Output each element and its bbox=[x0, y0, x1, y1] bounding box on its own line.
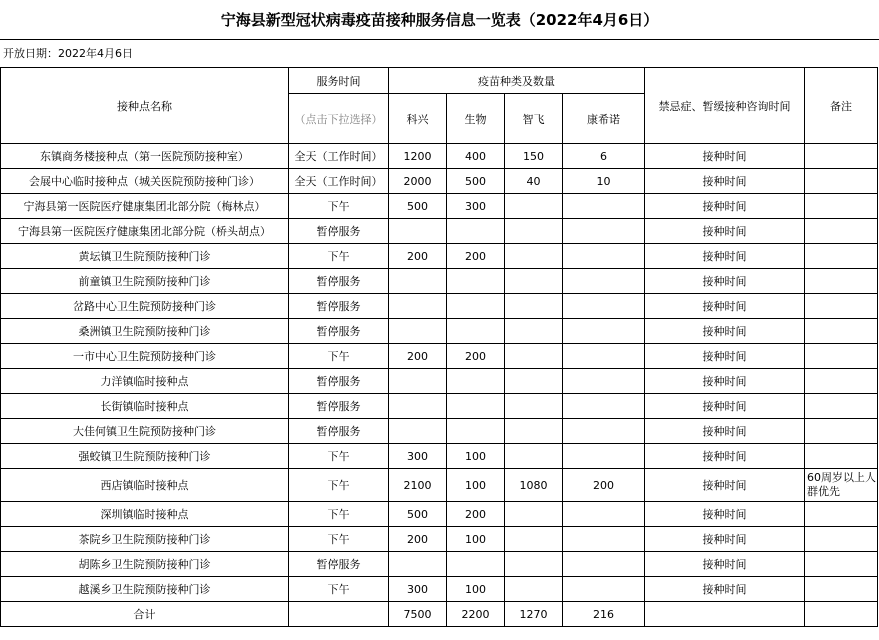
shengwu-count: 100 bbox=[447, 469, 505, 502]
total-kexing: 7500 bbox=[389, 602, 447, 627]
header-service-time: 服务时间 bbox=[289, 68, 389, 94]
table-row bbox=[1, 444, 878, 469]
kangxinuo-count: 6 bbox=[563, 144, 645, 169]
service-time-select[interactable]: 暂停服务 bbox=[289, 369, 389, 394]
site-name-cell: 会展中心临时接种点（城关医院预防接种门诊） bbox=[1, 169, 289, 194]
shengwu-count bbox=[447, 552, 505, 577]
kexing-count: 300 bbox=[389, 577, 447, 602]
table-row bbox=[1, 169, 878, 194]
vaccination-table bbox=[0, 67, 878, 627]
service-time-select[interactable]: 下午 bbox=[289, 194, 389, 219]
table-row bbox=[1, 194, 878, 219]
kexing-count bbox=[389, 394, 447, 419]
site-name-cell: 越溪乡卫生院预防接种门诊 bbox=[1, 577, 289, 602]
zhifei-count bbox=[505, 394, 563, 419]
table-row bbox=[1, 419, 878, 444]
kangxinuo-count bbox=[563, 444, 645, 469]
site-name-cell: 大佳何镇卫生院预防接种门诊 bbox=[1, 419, 289, 444]
service-time-select[interactable]: 下午 bbox=[289, 577, 389, 602]
zhifei-count bbox=[505, 344, 563, 369]
remark-cell bbox=[805, 219, 878, 244]
shengwu-count: 400 bbox=[447, 144, 505, 169]
zhifei-count: 1080 bbox=[505, 469, 563, 502]
kexing-count: 2000 bbox=[389, 169, 447, 194]
kangxinuo-count bbox=[563, 269, 645, 294]
kangxinuo-count bbox=[563, 344, 645, 369]
kangxinuo-count bbox=[563, 294, 645, 319]
kexing-count bbox=[389, 269, 447, 294]
kangxinuo-count bbox=[563, 394, 645, 419]
header-vaccine-kexing: 科兴 bbox=[389, 94, 447, 144]
kangxinuo-count bbox=[563, 369, 645, 394]
consult-time-cell: 接种时间 bbox=[645, 419, 805, 444]
consult-time-cell: 接种时间 bbox=[645, 444, 805, 469]
remark-cell bbox=[805, 552, 878, 577]
total-label: 合计 bbox=[1, 602, 289, 627]
kangxinuo-count bbox=[563, 419, 645, 444]
kexing-count: 300 bbox=[389, 444, 447, 469]
remark-cell bbox=[805, 419, 878, 444]
zhifei-count bbox=[505, 244, 563, 269]
kexing-count: 200 bbox=[389, 527, 447, 552]
shengwu-count bbox=[447, 294, 505, 319]
table-row bbox=[1, 344, 878, 369]
table-row bbox=[1, 219, 878, 244]
site-name-cell: 长街镇临时接种点 bbox=[1, 394, 289, 419]
site-name-cell: 桑洲镇卫生院预防接种门诊 bbox=[1, 319, 289, 344]
kexing-count bbox=[389, 219, 447, 244]
shengwu-count: 200 bbox=[447, 244, 505, 269]
header-vaccine-zhifei: 智飞 bbox=[505, 94, 563, 144]
table-row bbox=[1, 144, 878, 169]
kangxinuo-count: 200 bbox=[563, 469, 645, 502]
table-row bbox=[1, 577, 878, 602]
header-remark: 备注 bbox=[805, 68, 878, 144]
total-consult bbox=[645, 602, 805, 627]
site-name-cell: 宁海县第一医院医疗健康集团北部分院（梅林点） bbox=[1, 194, 289, 219]
service-time-select[interactable]: 暂停服务 bbox=[289, 394, 389, 419]
service-time-select[interactable]: 暂停服务 bbox=[289, 294, 389, 319]
service-time-select[interactable]: 下午 bbox=[289, 502, 389, 527]
kexing-count: 500 bbox=[389, 194, 447, 219]
service-time-select[interactable]: 暂停服务 bbox=[289, 319, 389, 344]
zhifei-count bbox=[505, 419, 563, 444]
zhifei-count bbox=[505, 502, 563, 527]
remark-cell bbox=[805, 269, 878, 294]
consult-time-cell: 接种时间 bbox=[645, 144, 805, 169]
table-row bbox=[1, 369, 878, 394]
kangxinuo-count: 10 bbox=[563, 169, 645, 194]
kexing-count bbox=[389, 552, 447, 577]
total-remark bbox=[805, 602, 878, 627]
table-row bbox=[1, 269, 878, 294]
shengwu-count bbox=[447, 369, 505, 394]
remark-cell bbox=[805, 577, 878, 602]
shengwu-count: 500 bbox=[447, 169, 505, 194]
service-time-select[interactable]: 暂停服务 bbox=[289, 419, 389, 444]
consult-time-cell: 接种时间 bbox=[645, 469, 805, 502]
kangxinuo-count bbox=[563, 319, 645, 344]
zhifei-count bbox=[505, 319, 563, 344]
kangxinuo-count bbox=[563, 244, 645, 269]
zhifei-count: 40 bbox=[505, 169, 563, 194]
site-name-cell: 东镇商务楼接种点（第一医院预防接种室） bbox=[1, 144, 289, 169]
site-name-cell: 强蛟镇卫生院预防接种门诊 bbox=[1, 444, 289, 469]
kexing-count: 200 bbox=[389, 244, 447, 269]
shengwu-count bbox=[447, 419, 505, 444]
zhifei-count bbox=[505, 527, 563, 552]
consult-time-cell: 接种时间 bbox=[645, 527, 805, 552]
consult-time-cell: 接种时间 bbox=[645, 219, 805, 244]
shengwu-count bbox=[447, 269, 505, 294]
zhifei-count bbox=[505, 219, 563, 244]
remark-cell bbox=[805, 344, 878, 369]
remark-cell bbox=[805, 319, 878, 344]
service-time-select[interactable]: 暂停服务 bbox=[289, 552, 389, 577]
site-name-cell: 一市中心卫生院预防接种门诊 bbox=[1, 344, 289, 369]
header-site-name: 接种点名称 bbox=[1, 68, 289, 144]
zhifei-count bbox=[505, 369, 563, 394]
total-kangxinuo: 216 bbox=[563, 602, 645, 627]
remark-cell: 60周岁以上人群优先 bbox=[805, 469, 878, 502]
zhifei-count: 150 bbox=[505, 144, 563, 169]
table-row bbox=[1, 244, 878, 269]
consult-time-cell: 接种时间 bbox=[645, 244, 805, 269]
table-row bbox=[1, 527, 878, 552]
consult-time-cell: 接种时间 bbox=[645, 319, 805, 344]
remark-cell bbox=[805, 244, 878, 269]
consult-time-cell: 接种时间 bbox=[645, 269, 805, 294]
shengwu-count bbox=[447, 394, 505, 419]
service-time-select[interactable]: 下午 bbox=[289, 244, 389, 269]
kexing-count bbox=[389, 294, 447, 319]
shengwu-count: 100 bbox=[447, 444, 505, 469]
kexing-count bbox=[389, 369, 447, 394]
shengwu-count bbox=[447, 219, 505, 244]
kexing-count: 2100 bbox=[389, 469, 447, 502]
shengwu-count: 300 bbox=[447, 194, 505, 219]
header-service-time-hint[interactable]: （点击下拉选择） bbox=[289, 94, 389, 144]
remark-cell bbox=[805, 394, 878, 419]
site-name-cell: 胡陈乡卫生院预防接种门诊 bbox=[1, 552, 289, 577]
consult-time-cell: 接种时间 bbox=[645, 344, 805, 369]
site-name-cell: 宁海县第一医院医疗健康集团北部分院（桥头胡点） bbox=[1, 219, 289, 244]
service-time-select[interactable]: 暂停服务 bbox=[289, 219, 389, 244]
table-row bbox=[1, 394, 878, 419]
zhifei-count bbox=[505, 194, 563, 219]
remark-cell bbox=[805, 144, 878, 169]
site-name-cell: 岔路中心卫生院预防接种门诊 bbox=[1, 294, 289, 319]
kexing-count bbox=[389, 319, 447, 344]
kangxinuo-count bbox=[563, 552, 645, 577]
consult-time-cell: 接种时间 bbox=[645, 169, 805, 194]
consult-time-cell: 接种时间 bbox=[645, 552, 805, 577]
kangxinuo-count bbox=[563, 219, 645, 244]
service-time-select[interactable]: 全天（工作时间） bbox=[289, 144, 389, 169]
page-title: 宁海县新型冠状病毒疫苗接种服务信息一览表（2022年4月6日） bbox=[0, 0, 879, 40]
zhifei-count bbox=[505, 552, 563, 577]
consult-time-cell: 接种时间 bbox=[645, 502, 805, 527]
site-name-cell: 前童镇卫生院预防接种门诊 bbox=[1, 269, 289, 294]
kexing-count: 500 bbox=[389, 502, 447, 527]
kangxinuo-count bbox=[563, 577, 645, 602]
zhifei-count bbox=[505, 269, 563, 294]
site-name-cell: 力洋镇临时接种点 bbox=[1, 369, 289, 394]
table-row bbox=[1, 502, 878, 527]
service-time-select[interactable]: 下午 bbox=[289, 469, 389, 502]
open-date: 开放日期：2022年4月6日 bbox=[3, 47, 133, 60]
shengwu-count: 200 bbox=[447, 344, 505, 369]
site-name-cell: 西店镇临时接种点 bbox=[1, 469, 289, 502]
total-row bbox=[1, 602, 878, 627]
consult-time-cell: 接种时间 bbox=[645, 394, 805, 419]
header-vaccine-group: 疫苗种类及数量 bbox=[389, 68, 645, 94]
service-time-select[interactable]: 下午 bbox=[289, 344, 389, 369]
kangxinuo-count bbox=[563, 194, 645, 219]
service-time-select[interactable]: 下午 bbox=[289, 444, 389, 469]
kexing-count: 200 bbox=[389, 344, 447, 369]
table-row bbox=[1, 552, 878, 577]
consult-time-cell: 接种时间 bbox=[645, 294, 805, 319]
remark-cell bbox=[805, 502, 878, 527]
kangxinuo-count bbox=[563, 527, 645, 552]
service-time-select[interactable]: 下午 bbox=[289, 527, 389, 552]
site-name-cell: 黄坛镇卫生院预防接种门诊 bbox=[1, 244, 289, 269]
site-name-cell: 茶院乡卫生院预防接种门诊 bbox=[1, 527, 289, 552]
total-service-time bbox=[289, 602, 389, 627]
remark-cell bbox=[805, 444, 878, 469]
service-time-select[interactable]: 暂停服务 bbox=[289, 269, 389, 294]
site-name-cell: 深圳镇临时接种点 bbox=[1, 502, 289, 527]
consult-time-cell: 接种时间 bbox=[645, 369, 805, 394]
zhifei-count bbox=[505, 444, 563, 469]
table-row bbox=[1, 319, 878, 344]
table-row bbox=[1, 294, 878, 319]
header-vaccine-shengwu: 生物 bbox=[447, 94, 505, 144]
kexing-count bbox=[389, 419, 447, 444]
remark-cell bbox=[805, 527, 878, 552]
total-zhifei: 1270 bbox=[505, 602, 563, 627]
shengwu-count: 200 bbox=[447, 502, 505, 527]
shengwu-count bbox=[447, 319, 505, 344]
zhifei-count bbox=[505, 577, 563, 602]
header-contraindication: 禁忌症、暂缓接种咨询时间 bbox=[645, 68, 805, 144]
remark-cell bbox=[805, 369, 878, 394]
remark-cell bbox=[805, 194, 878, 219]
shengwu-count: 100 bbox=[447, 577, 505, 602]
header-vaccine-kangxinuo: 康希诺 bbox=[563, 94, 645, 144]
table-row bbox=[1, 469, 878, 502]
remark-cell bbox=[805, 294, 878, 319]
kangxinuo-count bbox=[563, 502, 645, 527]
total-shengwu: 2200 bbox=[447, 602, 505, 627]
consult-time-cell: 接种时间 bbox=[645, 577, 805, 602]
kexing-count: 1200 bbox=[389, 144, 447, 169]
service-time-select[interactable]: 全天（工作时间） bbox=[289, 169, 389, 194]
consult-time-cell: 接种时间 bbox=[645, 194, 805, 219]
remark-cell bbox=[805, 169, 878, 194]
shengwu-count: 100 bbox=[447, 527, 505, 552]
zhifei-count bbox=[505, 294, 563, 319]
table-body bbox=[1, 144, 878, 602]
